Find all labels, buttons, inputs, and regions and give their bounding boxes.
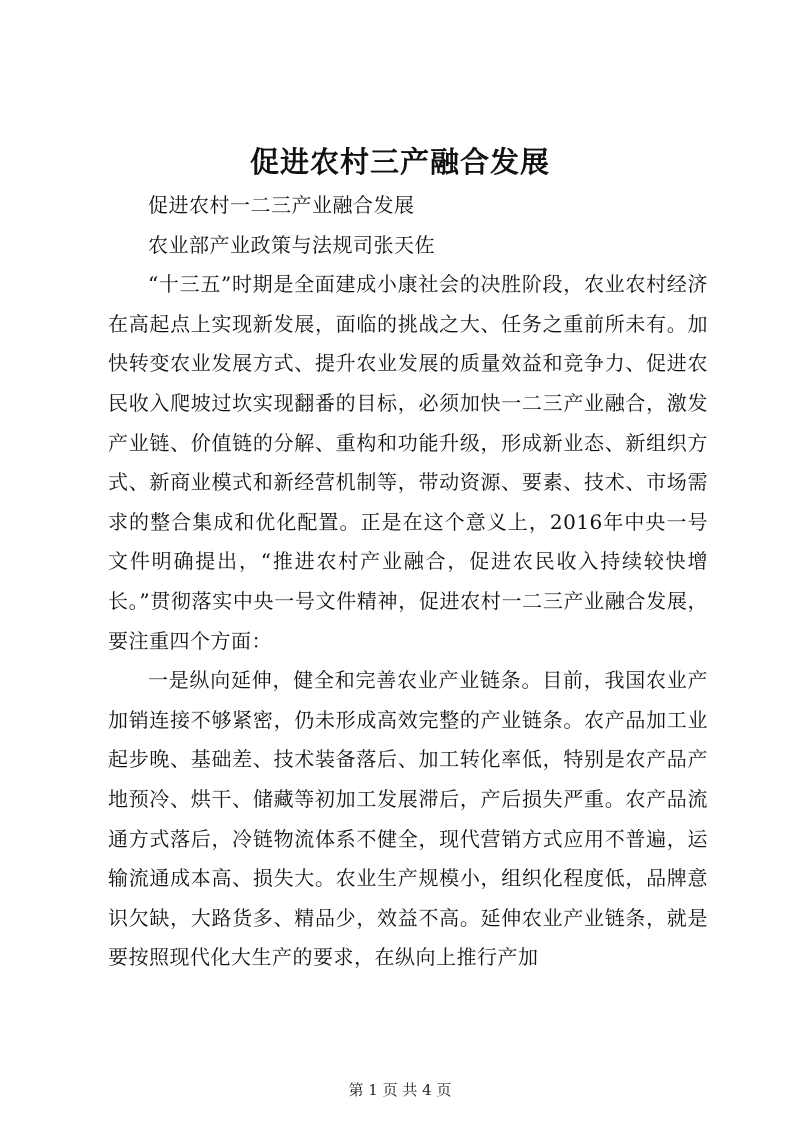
body-paragraph: “十三五”时期是全面建成小康社会的决胜阶段，农业农村经济在高起点上实现新发展，面临的挑战之大、任务之重前所未有。加快转变农业发展方式、提升农业发展的质量效益和竞争力、促进农民收入爬坡过坎实现翻番的目标，必须加快一二三产业融合，激发产业链、价值链的分解、重构和功能升级，形成新业态、新组织方式、新商业模式和新经营机制等，带动资源、要素、技术、市场需求的整合集成和优化配置。正是在这个意义上，2016年中央一号文件明确提出，“推进农村产业融合，促进农民收入持续较快增长。”贯彻落实中央一号文件精神，促进农村一二三产业融合发展，要注重四个方面：	[108, 272, 708, 653]
document-body	[108, 186, 708, 978]
page-footer: 第 1 页 共 4 页	[348, 1081, 452, 1099]
body-paragraph: 一是纵向延伸，健全和完善农业产业链条。目前，我国农业产加销连接不够紧密，仍未形成高效完整的产业链条。农产品加工业起步晚、基础差、技术装备落后、加工转化率低，特别是农产品产地预冷、烘干、储藏等初加工发展滞后，产后损失严重。农产品流通方式落后，冷链物流体系不健全，现代营销方式应用不普遍，运输流通成本高、损失大。农业生产规模小，组织化程度低，品牌意识欠缺，大路货多、精品少，效益不高。延伸农业产业链条，就是要按照现代化大生产的要求，在纵向上推行产加	[108, 668, 708, 970]
subtitle-paragraph: 促进农村一二三产业融合发展	[148, 193, 415, 217]
document-title: 促进农村三产融合发展	[249, 145, 550, 179]
author-paragraph: 农业部产业政策与法规司张天佐	[148, 232, 435, 257]
